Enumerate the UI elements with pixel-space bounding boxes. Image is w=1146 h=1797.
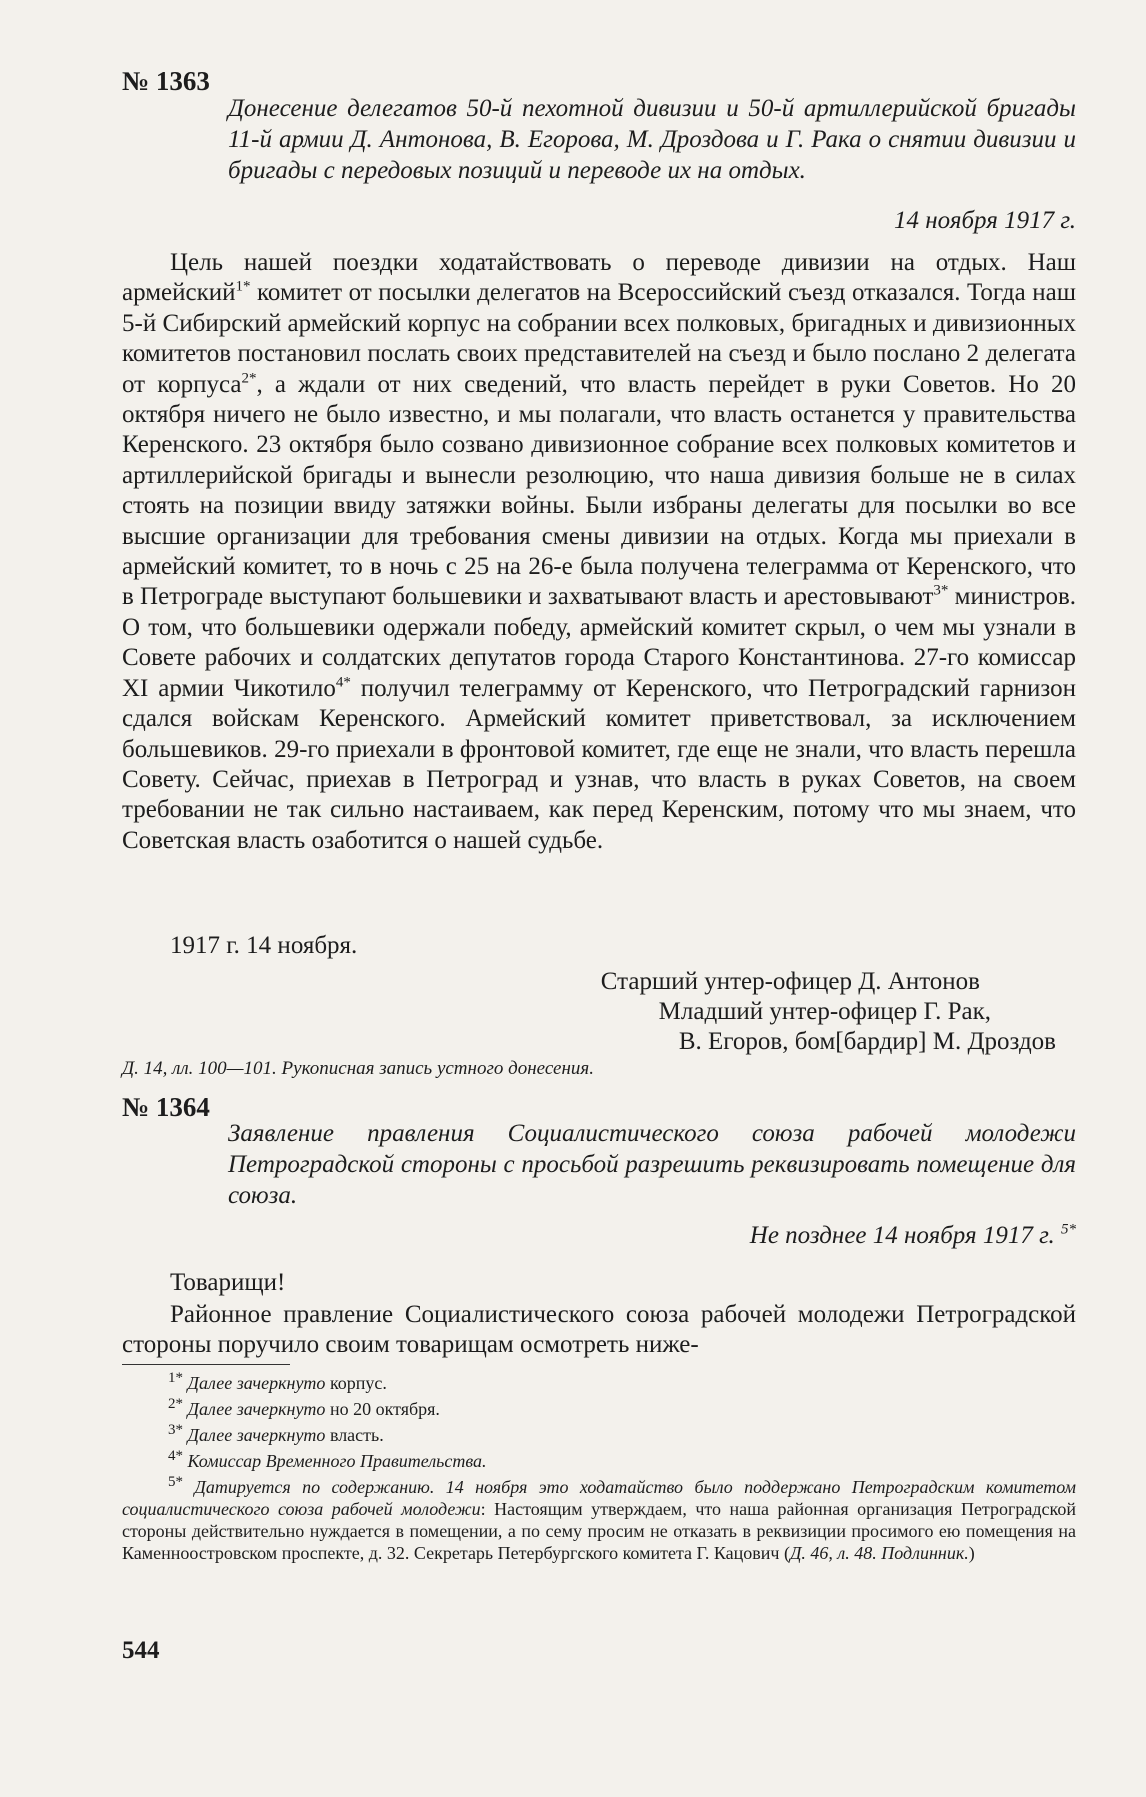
- footnote-ref: 5*: [1061, 1221, 1076, 1238]
- archive-reference: Д. 14, лл. 100—101. Рукописная запись устного донесения.: [122, 1058, 594, 1079]
- footnote: $^{5*}$ Датируется по содержанию. 14 ноября это ходатайство было поддержано Петроградским комитетом социалистического союза рабочей молодежи: Настоящим утверждаем, что наша районная организация Петроградской стороны действительно нуждается в помещении, а по сему просим не отказать в реквизиции просимого ею помещения на Каменноостровском проспекте, д. 32. Секретарь Петербургского комитета Г. Кацович (Д. 46, л. 48. Подлинник.): [122, 1474, 1077, 1563]
- document-number: № 1363: [122, 66, 210, 96]
- footnote: $^{3*}$ Далее зачеркнуто власть.: [168, 1422, 384, 1445]
- footnote-ref: 4*: [335, 674, 351, 691]
- document-date: 14 ноября 1917 г.: [894, 207, 1076, 234]
- document-number: № 1364: [122, 1092, 210, 1122]
- closing-date: 1917 г. 14 ноября.: [170, 932, 358, 959]
- document-heading: Донесение делегатов 50-й пехотной дивизии и 50-й артиллерийской бригады 11-й армии Д. Антонова, В. Егорова, М. Дроздова и Г. Рака о снятии дивизии и бригады с передовых позиций и переводе их на отдых.: [228, 95, 1076, 184]
- footnote: $^{1*}$ Далее зачеркнуто корпус.: [168, 1370, 387, 1393]
- signature-line: Старший унтер-офицер Д. Антонов: [600, 968, 980, 995]
- footnote-ref: 2*: [241, 370, 257, 387]
- greeting: Товарищи!: [170, 1269, 286, 1296]
- page-number: 544: [122, 1637, 160, 1664]
- footnote: $^{4*}$ Комиссар Временного Правительства.: [168, 1448, 487, 1471]
- signature-line: В. Егоров, бом[бардир] М. Дроздов: [678, 1028, 1056, 1055]
- document-date: Не позднее 14 ноября 1917 г. $^{5*}$: [749, 1221, 1076, 1249]
- signature-line: Младший унтер-офицер Г. Рак,: [658, 998, 991, 1025]
- footnote: $^{2*}$ Далее зачеркнуто но 20 октября.: [168, 1396, 440, 1419]
- footnote-ref: 3*: [933, 583, 949, 600]
- document-body: Цель нашей поездки ходатайствовать о переводе дивизии на отдых. Наш армейский$^{1*}$ комитет от посылки делегатов на Всероссийский съезд отказался. Тогда наш 5-й Сибирский армейский корпус на собрании всех полковых, бригадных и дивизионных комитетов постановил послать своих представителей на съезд и было послано 2 делегата от корпуса$^{2*}$, а ждали от них сведений, что власть перейдет в руки Советов. Но 20 октября ничего не было известно, и мы полагали, что власть останется у правительства Керенского. 23 октября было созвано дивизионное собрание всех полковых комитетов и артиллерийской бригады и вынесли резолюцию, что наша дивизия больше не в силах стоять на позиции ввиду затяжки войны. Были избраны делегаты для посылки во все высшие организации для требования смены дивизии на отдых. Когда мы приехали в армейский комитет, то в ночь с 25 на 26-е была получена телеграмма от Керенского, что в Петрограде выступают большевики и захватывают власть и арестовывают$^{3*}$ министров. О том, что большевики одержали победу, армейский комитет скрыл, о чем мы узнали в Совете рабочих и солдатских депутатов города Старого Константинова. 27-го комиссар XI армии Чикотило$^{4*}$ получил телеграмму от Керенского, что Петроградский гарнизон сдался войскам Керенского. Армейский комитет приветствовал, за исключением большевиков. 29-го приехали в фронтовой комитет, где еще не знали, что власть перешла Совету. Сейчас, приехав в Петроград и узнав, что власть в руках Советов, на своем требовании не так сильно настаиваем, как перед Керенским, потому что мы знаем, что Советская власть озаботится о нашей судьбе.: [122, 249, 1076, 854]
- footnote-ref: 1*: [235, 279, 251, 296]
- document-heading: Заявление правления Социалистического союза рабочей молодежи Петроградской стороны с просьбой разрешить реквизировать помещение для союза.: [228, 1120, 1076, 1209]
- footnote-divider: [122, 1364, 290, 1365]
- document-body: Районное правление Социалистического союза рабочей молодежи Петроградской стороны поручило своим товарищам осмотреть ниже-: [122, 1301, 1076, 1359]
